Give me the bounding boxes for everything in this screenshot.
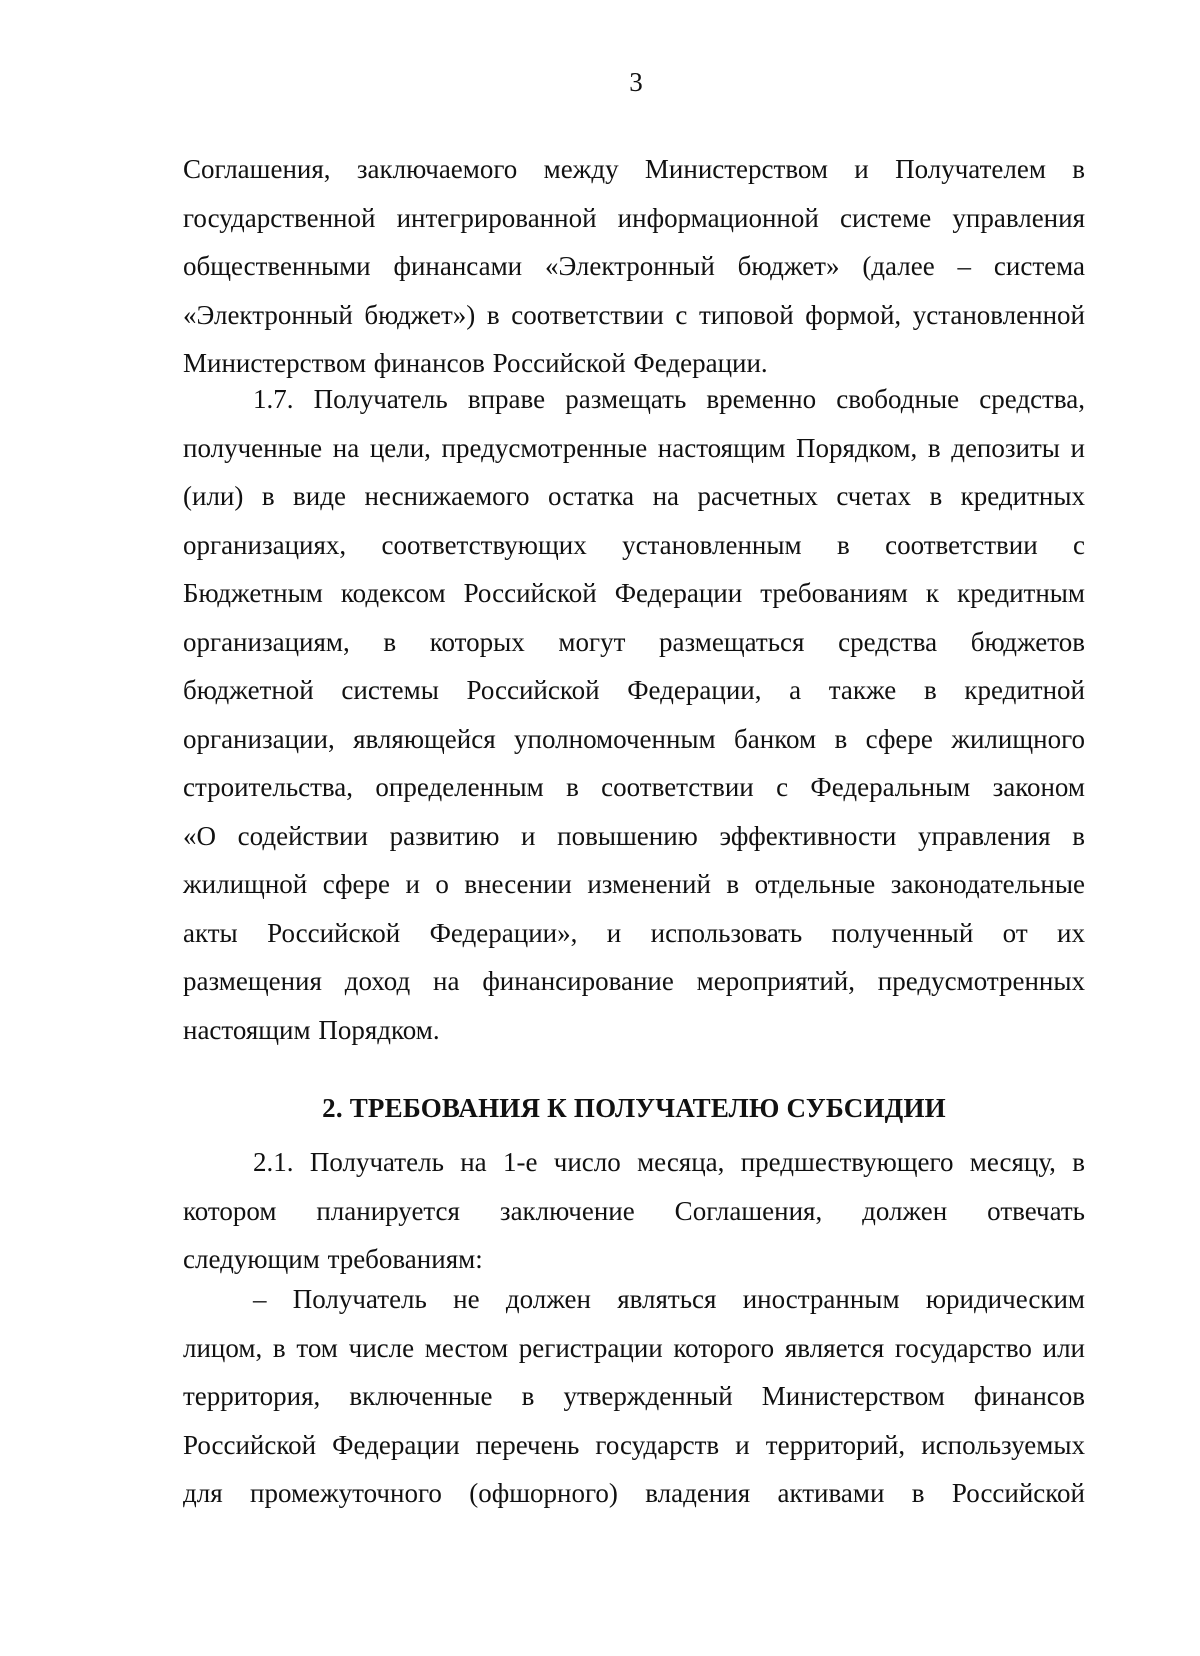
paragraph-2-1	[183, 1138, 1085, 1284]
text-line: акты Российской Федерации», и использовать полученный от их	[183, 917, 1085, 948]
text-line: следующим требованиям:	[183, 1244, 483, 1274]
text-line: котором планируется заключение Соглашения, должен отвечать	[183, 1195, 1085, 1226]
text-line: строительства, определенным в соответствии с Федеральным законом	[183, 772, 1085, 802]
text-line: Бюджетным кодексом Российской Федерации требованиям к кредитным	[183, 578, 1085, 608]
text-line: размещения доход на финансирование мероприятий, предусмотренных	[183, 966, 1085, 996]
text-line: – Получатель не должен являться иностранным юридическим	[253, 1284, 1085, 1314]
text-line: лицом, в том числе местом регистрации которого является государство или	[183, 1332, 1085, 1363]
text-line: организации, являющейся уполномоченным банком в сфере жилищного	[183, 723, 1085, 754]
text-line: территория, включенные в утвержденный Министерством финансов	[183, 1381, 1085, 1411]
paragraph-continuation	[183, 145, 1085, 388]
text-line: организациях, соответствующих установленным в соответствии с	[183, 529, 1085, 560]
text-line: Соглашения, заключаемого между Министерством и Получателем в	[183, 154, 1085, 184]
text-line: общественными финансами «Электронный бюджет» (далее – система	[183, 251, 1085, 281]
section-heading: 2. ТРЕБОВАНИЯ К ПОЛУЧАТЕЛЮ СУБСИДИИ	[322, 1093, 946, 1123]
text-line: государственной интегрированной информационной системе управления	[183, 202, 1085, 233]
text-line: «Электронный бюджет») в соответствии с типовой формой, установленной	[183, 299, 1085, 330]
text-line: (или) в виде неснижаемого остатка на расчетных счетах в кредитных	[183, 481, 1085, 511]
text-line: 2.1. Получатель на 1-е число месяца, предшествующего месяцу, в	[253, 1147, 1085, 1177]
text-line: Министерством финансов Российской Федерации.	[183, 348, 768, 378]
text-line: «О содействии развитию и повышению эффективности управления в	[183, 820, 1085, 851]
paragraph-dash-item	[183, 1275, 1085, 1518]
text-line: жилищной сфере и о внесении изменений в отдельные законодательные	[183, 869, 1085, 899]
text-line: полученные на цели, предусмотренные настоящим Порядком, в депозиты и	[183, 432, 1085, 463]
text-line: Российской Федерации перечень государств и территорий, используемых	[183, 1429, 1085, 1460]
text-line: для промежуточного (офшорного) владения активами в Российской	[183, 1478, 1085, 1508]
text-line: бюджетной системы Российской Федерации, а также в кредитной	[183, 675, 1085, 705]
paragraph-1-7	[183, 375, 1085, 1054]
text-line: организациям, в которых могут размещаться средства бюджетов	[183, 626, 1085, 657]
text-line: настоящим Порядком.	[183, 1014, 440, 1045]
page-number: 3	[629, 67, 643, 97]
text-line: 1.7. Получатель вправе размещать временно свободные средства,	[253, 384, 1085, 414]
